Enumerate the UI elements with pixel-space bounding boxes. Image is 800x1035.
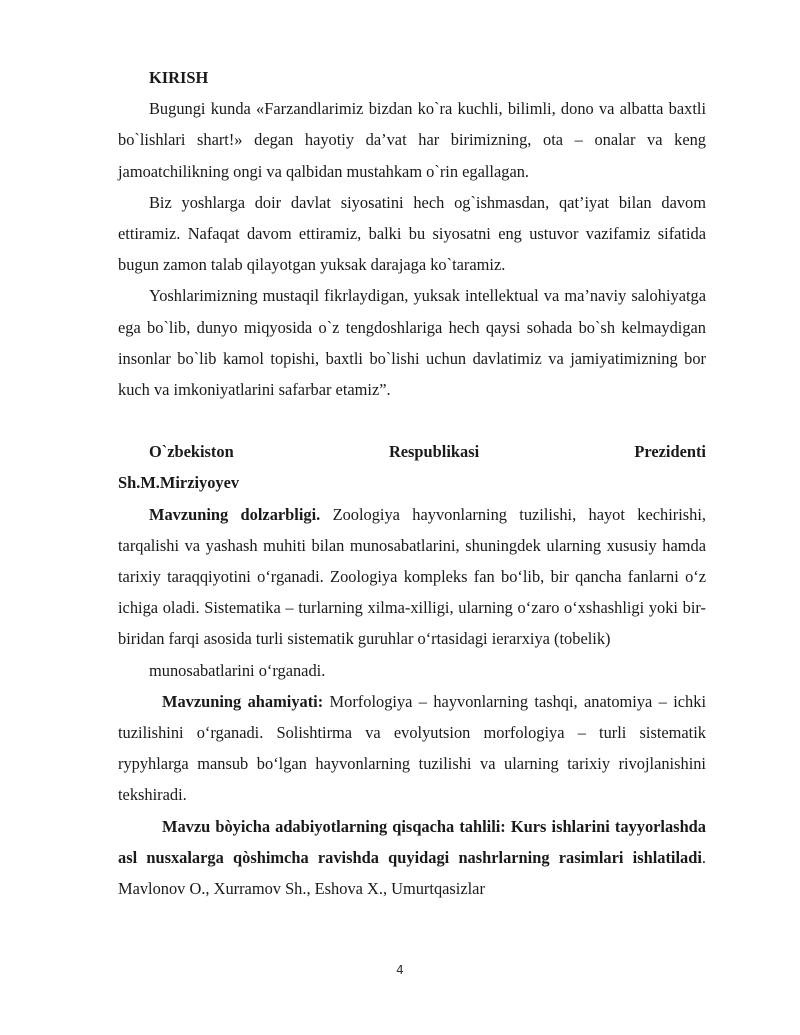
relevance-continuation: munosabatlarini o‘rganadi. [149, 660, 326, 680]
importance-text: Morfologiya – hayvonlarning tashqi, anatomiya – ichki tuzilishini o‘rganadi. Solishtirma va evolyutsion morfologiya – turli sistematik rypyhlarga mansub bo‘lgan hayvonlarning tuzilishi va ularning tarixiy rivojlanishini tekshiradi. [118, 691, 706, 805]
relevance-text: Zoologiya hayvonlarning tuzilishi, hayot kechirishi, tarqalishi va yashash muhiti bilan munosabatlarini, shuningdek ularning xususiy hamda tarixiy taraqqiyotini o‘rganadi. Zoologiya kompleks fan bo‘lib, bir qancha fanlarni o‘z ichiga oladi. Sistematika – turlarning xilma-xilligi, ularning o‘zaro o‘xshashligi yoki bir-biridan farqi asosida turli sistematik guruhlar o‘rtasidagi ierarxiya (tobelik) [118, 504, 706, 649]
section-heading: KIRISH [149, 68, 209, 87]
relevance-paragraph [118, 499, 706, 655]
literature-text: . Mavlonov O., Xurramov Sh., Eshova X., Umurtqasizlar [118, 847, 706, 899]
literature-label: Mavzu bòyicha adabiyotlarning qisqacha tahlili: Kurs ishlarini tayyorlashda asl nusxalarga qòshimcha ravishda quyidagi nashrlarning rasimlari ishlatiladi [118, 816, 706, 867]
document-page [118, 62, 706, 904]
signature-title-row [118, 436, 706, 467]
signature-word-republic: Respublikasi [388, 442, 480, 462]
relevance-label: Mavzuning dolzarbligi. [149, 504, 321, 524]
quote-paragraph-2: Biz yoshlarga doir davlat siyosatini hech og`ishmasdan, qat’iyat bilan davom ettiramiz. Nafaqat davom ettiramiz, balki bu siyosatni eng ustuvor vazifamiz sifatida bugun zamon talab qilayotgan yuksak darajaga ko`taramiz. [118, 192, 706, 275]
importance-paragraph [118, 686, 706, 811]
signature-name: Sh.M.Mirziyoyev [118, 473, 240, 493]
literature-paragraph [118, 811, 706, 905]
signature-word-president: Prezidenti [634, 442, 706, 462]
importance-label: Mavzuning ahamiyati: [162, 691, 324, 711]
quote-paragraph-3: Yoshlarimizning mustaqil fikrlaydigan, yuksak intellektual va ma’naviy salohiyatga ega bo`lib, dunyo miqyosida o`z tengdoshlariga hech qaysi sohada bo`sh kelmaydigan insonlar bo`lib kamol topishi, baxtli bo`lishi uchun davlatimiz va jamiyatimizning bor kuch va imkoniyatlarini safarbar etamiz”. [118, 286, 706, 400]
signature-word-country: O`zbekiston [149, 442, 234, 462]
quote-paragraph-1: Bugungi kunda «Farzandlarimiz bizdan ko`ra kuchli, bilimli, dono va albatta baxtli bo`lishlari shart!» degan hayotiy da’vat har birimizning, ota – onalar va keng jamoatchilikning ongi va qalbidan mustahkam o`rin egallagan. [118, 99, 706, 181]
blank-line [118, 405, 706, 436]
page-number: 4 [396, 963, 404, 977]
